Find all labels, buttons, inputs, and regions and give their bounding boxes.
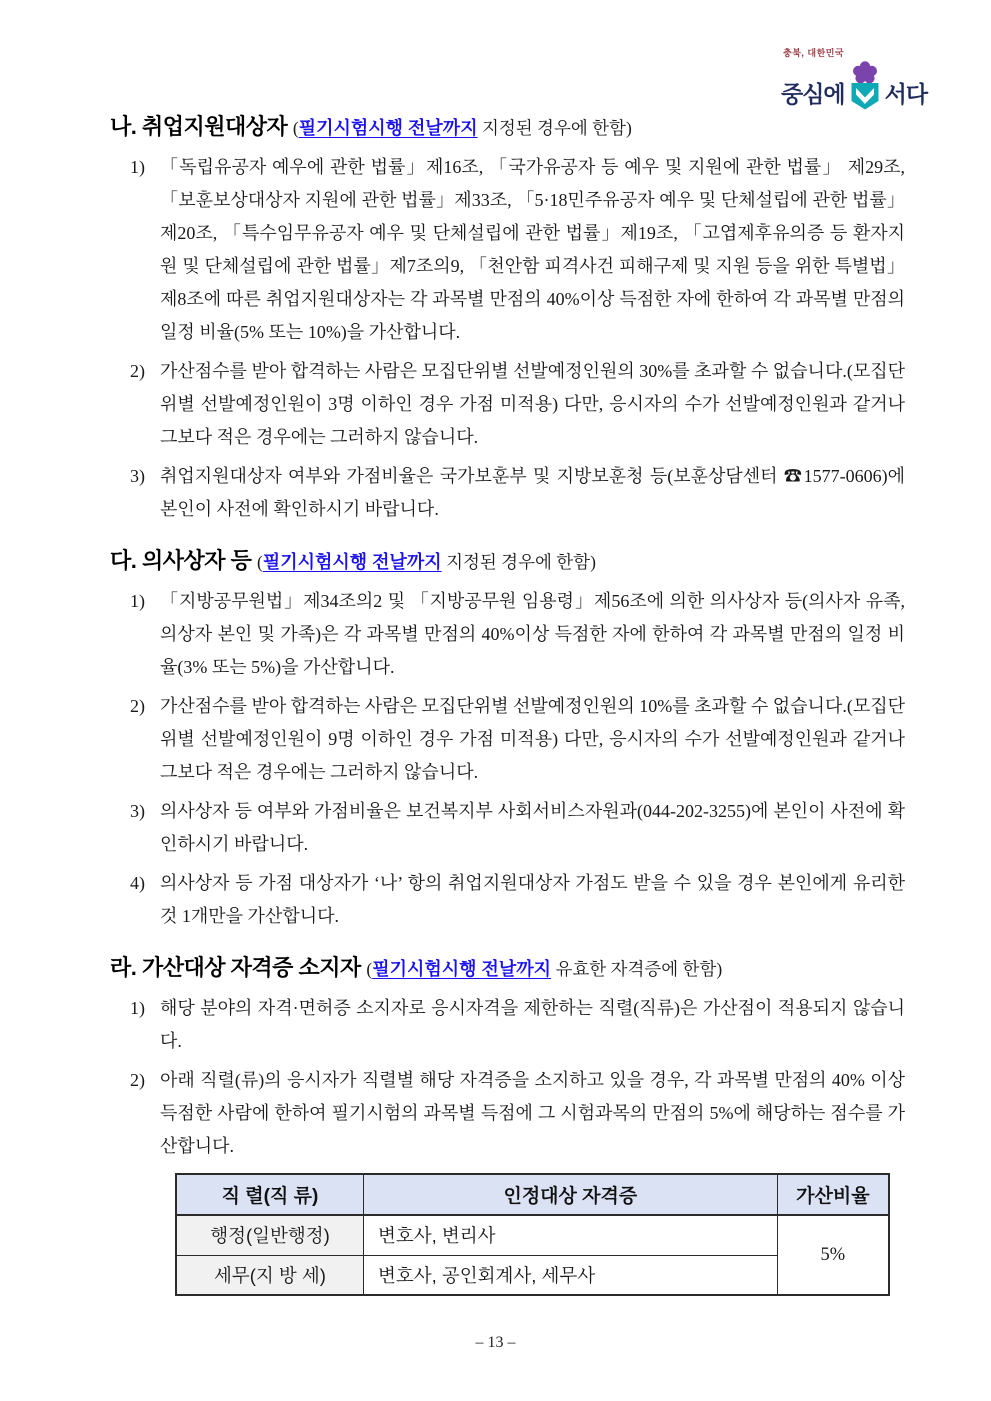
list-item	[130, 460, 905, 526]
item-number: 1)	[130, 998, 145, 1018]
section-na	[110, 110, 905, 526]
section-da-heading	[110, 544, 905, 579]
deadline-text: 필기시험시행 전날까지	[372, 959, 552, 979]
logo-word-right: 서다	[884, 81, 928, 107]
item-number: 3)	[130, 466, 145, 486]
document-body	[110, 110, 905, 1314]
list-item	[130, 867, 905, 933]
section-ra-heading	[110, 951, 905, 986]
section-ra	[110, 951, 905, 1296]
item-text: 가산점수를 받아 합격하는 사람은 모집단위별 선발예정인원의 10%를 초과할 수 없습니다.(모집단위별 선발예정인원이 9명 이하인 경우 가점 미적용) 다만, 응시자의 수가 선발예정인원과 같거나 그보다 적은 경우에는 그러하지 않습니다.	[160, 696, 905, 782]
cell-category: 세무(지 방 세)	[176, 1255, 363, 1295]
section-na-paren: (필기시험시행 전날까지 지정된 경우에 한함)	[292, 118, 632, 138]
deadline-text: 필기시험시행 전날까지	[262, 552, 442, 572]
deadline-text: 필기시험시행 전날까지	[298, 118, 478, 138]
item-number: 3)	[130, 801, 145, 821]
list-item	[130, 151, 905, 349]
flower-shield-icon	[848, 60, 882, 110]
list-item	[130, 355, 905, 454]
list-item	[130, 992, 905, 1058]
section-da-title: 다. 의사상자 등	[110, 548, 252, 573]
header-ratio: 가산비율	[777, 1174, 889, 1215]
cell-certs: 변호사, 변리사	[363, 1215, 777, 1255]
item-text: 의사상자 등 가점 대상자가 ‘나’ 항의 취업지원대상자 가점도 받을 수 있을 경우 본인에게 유리한 것 1개만을 가산합니다.	[160, 873, 905, 926]
list-item	[130, 585, 905, 684]
certificate-bonus-table	[175, 1173, 890, 1296]
page-number: – 13 –	[475, 1334, 516, 1351]
item-number: 2)	[130, 696, 145, 716]
item-number: 1)	[130, 591, 145, 611]
cell-certs: 변호사, 공인회계사, 세무사	[363, 1255, 777, 1295]
section-ra-paren: (필기시험시행 전날까지 유효한 자격증에 한함)	[366, 959, 723, 979]
chungbuk-logo	[781, 46, 941, 106]
item-text: 가산점수를 받아 합격하는 사람은 모집단위별 선발예정인원의 30%를 초과할 수 없습니다.(모집단위별 선발예정인원이 3명 이하인 경우 가점 미적용) 다만, 응시자의 수가 선발예정인원과 같거나 그보다 적은 경우에는 그러하지 않습니다.	[160, 361, 905, 447]
item-text: 「독립유공자 예우에 관한 법률」제16조, 「국가유공자 등 예우 및 지원에 관한 법률」 제29조, 「보훈보상대상자 지원에 관한 법률」제33조, 「5·18민주유공자 예우 및 단체설립에 관한 법률」제20조, 「특수임무유공자 예우 및 단체설립에 관한 법률」제19조, 「고엽제후유의증 등 환자지원 및 단체설립에 관한 법률」제7조의9, 「천안함 피격사건 피해구제 및 지원 등을 위한 특별법」제8조에 따른 취업지원대상자는 각 과목별 만점의 40%이상 득점한 자에 한하여 각 과목별 만점의 일정 비율(5% 또는 10%)을 가산합니다.	[160, 157, 905, 342]
list-item	[130, 795, 905, 861]
item-number: 1)	[130, 157, 145, 177]
item-number: 2)	[130, 361, 145, 381]
list-item	[130, 1064, 905, 1163]
section-da-paren: (필기시험시행 전날까지 지정된 경우에 한함)	[256, 552, 596, 572]
item-number: 2)	[130, 1070, 145, 1090]
header-certs: 인정대상 자격증	[363, 1174, 777, 1215]
header-jikryeol: 직 렬(직 류)	[176, 1174, 363, 1215]
table-row	[176, 1215, 889, 1255]
cell-category: 행정(일반행정)	[176, 1215, 363, 1255]
section-ra-title: 라. 가산대상 자격증 소지자	[110, 955, 361, 980]
logo-tagline: 충북, 대한민국	[783, 48, 845, 58]
logo-word-left: 중심에	[781, 81, 845, 107]
list-item	[130, 690, 905, 789]
item-text: 의사상자 등 여부와 가점비율은 보건복지부 사회서비스자원과(044-202-3255)에 본인이 사전에 확인하시기 바랍니다.	[160, 801, 905, 854]
item-text: 「지방공무원법」제34조의2 및 「지방공무원 임용령」제56조에 의한 의사상자 등(의사자 유족, 의상자 본인 및 가족)은 각 과목별 만점의 40%이상 득점한 자에 한하여 각 과목별 만점의 일정 비율(3% 또는 5%)을 가산합니다.	[160, 591, 905, 677]
item-number: 4)	[130, 873, 145, 893]
section-da	[110, 544, 905, 933]
item-text: 해당 분야의 자격·면허증 소지자로 응시자격을 제한하는 직렬(직류)은 가산점이 적용되지 않습니다.	[160, 998, 905, 1051]
section-na-heading	[110, 110, 905, 145]
table-header-row	[176, 1174, 889, 1215]
section-na-title: 나. 취업지원대상자	[110, 114, 288, 139]
item-text: 취업지원대상자 여부와 가점비율은 국가보훈부 및 지방보훈청 등(보훈상담센터 ☎1577-0606)에 본인이 사전에 확인하시기 바랍니다.	[160, 466, 905, 519]
item-text: 아래 직렬(류)의 응시자가 직렬별 해당 자격증을 소지하고 있을 경우, 각 과목별 만점의 40% 이상 득점한 사람에 한하여 필기시험의 과목별 득점에 그 시험과목의 만점의 5%에 해당하는 점수를 가산합니다.	[160, 1070, 905, 1156]
cell-ratio: 5%	[777, 1215, 889, 1295]
